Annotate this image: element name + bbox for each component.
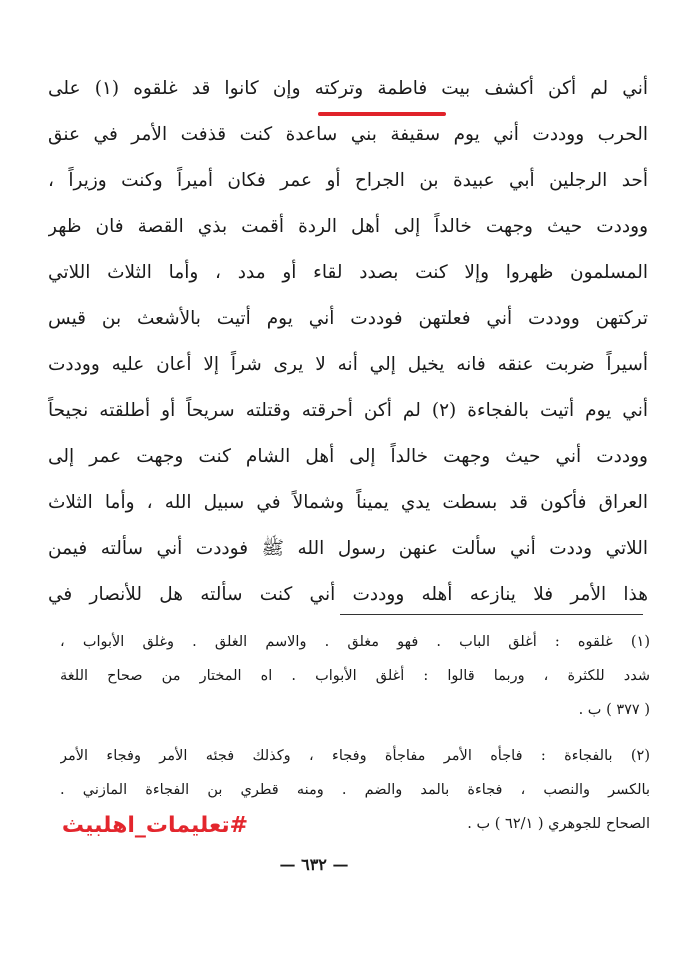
text-line-10: العراق فأكون قد بسطت يدي يميناً وشمالاً في سبيل الله ، وأما الثلاث [48, 492, 648, 513]
footnote-1-line-1: (١) غلقوه : أغلق الباب . فهو مغلق . والاسم الغلق . وغلق الأبواب ، [60, 634, 650, 650]
footnote-gap [60, 727, 650, 739]
text-line-3: أحد الرجلين أبي عبيدة بن الجراح أو عمر فكان أميراً وكنت وزيراً ، [48, 170, 648, 191]
text-line-7: أسيراً ضربت عنقه فانه يخيل إلي أنه لا يرى شراً إلا أعان عليه ووددت [48, 354, 648, 375]
page-number: — ٦٣٢ — [279, 855, 349, 874]
footnote-2-line-2: بالكسر والنصب ، فجاءة بالمد والضم . ومنه قطري بن الفجاءة المازني . [60, 782, 650, 798]
text-line-2: الحرب ووددت أني يوم سقيفة بني ساعدة كنت قذفت الأمر في عنق [48, 124, 648, 145]
main-text [48, 66, 648, 618]
text-line-6: تركتهن ووددت أني فعلتهن فوددت أني يوم أتيت بالأشعث بن قيس [48, 308, 648, 329]
footnote-1-line-3: ( ٣٧٧ ) ب . [578, 702, 650, 718]
text-line-4: ووددت حيث وجهت خالداً إلى أهل الردة أقمت بذي القصة فان ظهر [48, 216, 648, 237]
text-line-12: هذا الأمر فلا ينازعه أهله ووددت أني كنت سألته هل للأنصار في [48, 584, 648, 605]
footnote-separator [340, 614, 643, 615]
text-line-5: المسلمون ظهروا وإلا كنت بصدد لقاء أو مدد ، وأما الثلاث اللاتي [48, 262, 648, 283]
text-line-11: اللاتي وددت أني سألت عنهن رسول الله ﷺ فوددت أني سألته فيمن [48, 538, 648, 559]
highlight-underline [318, 112, 446, 116]
footnote-2-line-3: الصحاح للجوهري ( ٦٢/١ ) ب . [467, 816, 650, 832]
text-line-9: ووددت أني حيث وجهت خالداً إلى أهل الشام كنت وجهت عمر إلى [48, 446, 648, 467]
watermark-hashtag: #تعليمات_اهلبيث [61, 813, 249, 838]
text-line-8: أني يوم أتيت بالفجاءة (٢) لم أكن أحرقته وقتلته سريحاً أو أطلقته نجيحاً [48, 400, 648, 421]
footnote-2-line-1: (٢) بالفجاءة : فاجأه الأمر مفاجأة وفجاء ، وكذلك فجئه الأمر وفجاء الأمر [60, 748, 650, 764]
text-line-1: أني لم أكن أكشف بيت فاطمة وتركته وإن كانوا قد غلقوه (١) على [48, 78, 648, 99]
footnote-1-line-2: شدد للكثرة ، وربما قالوا : أغلق الأبواب . اه المختار من صحاح اللغة [60, 668, 650, 684]
